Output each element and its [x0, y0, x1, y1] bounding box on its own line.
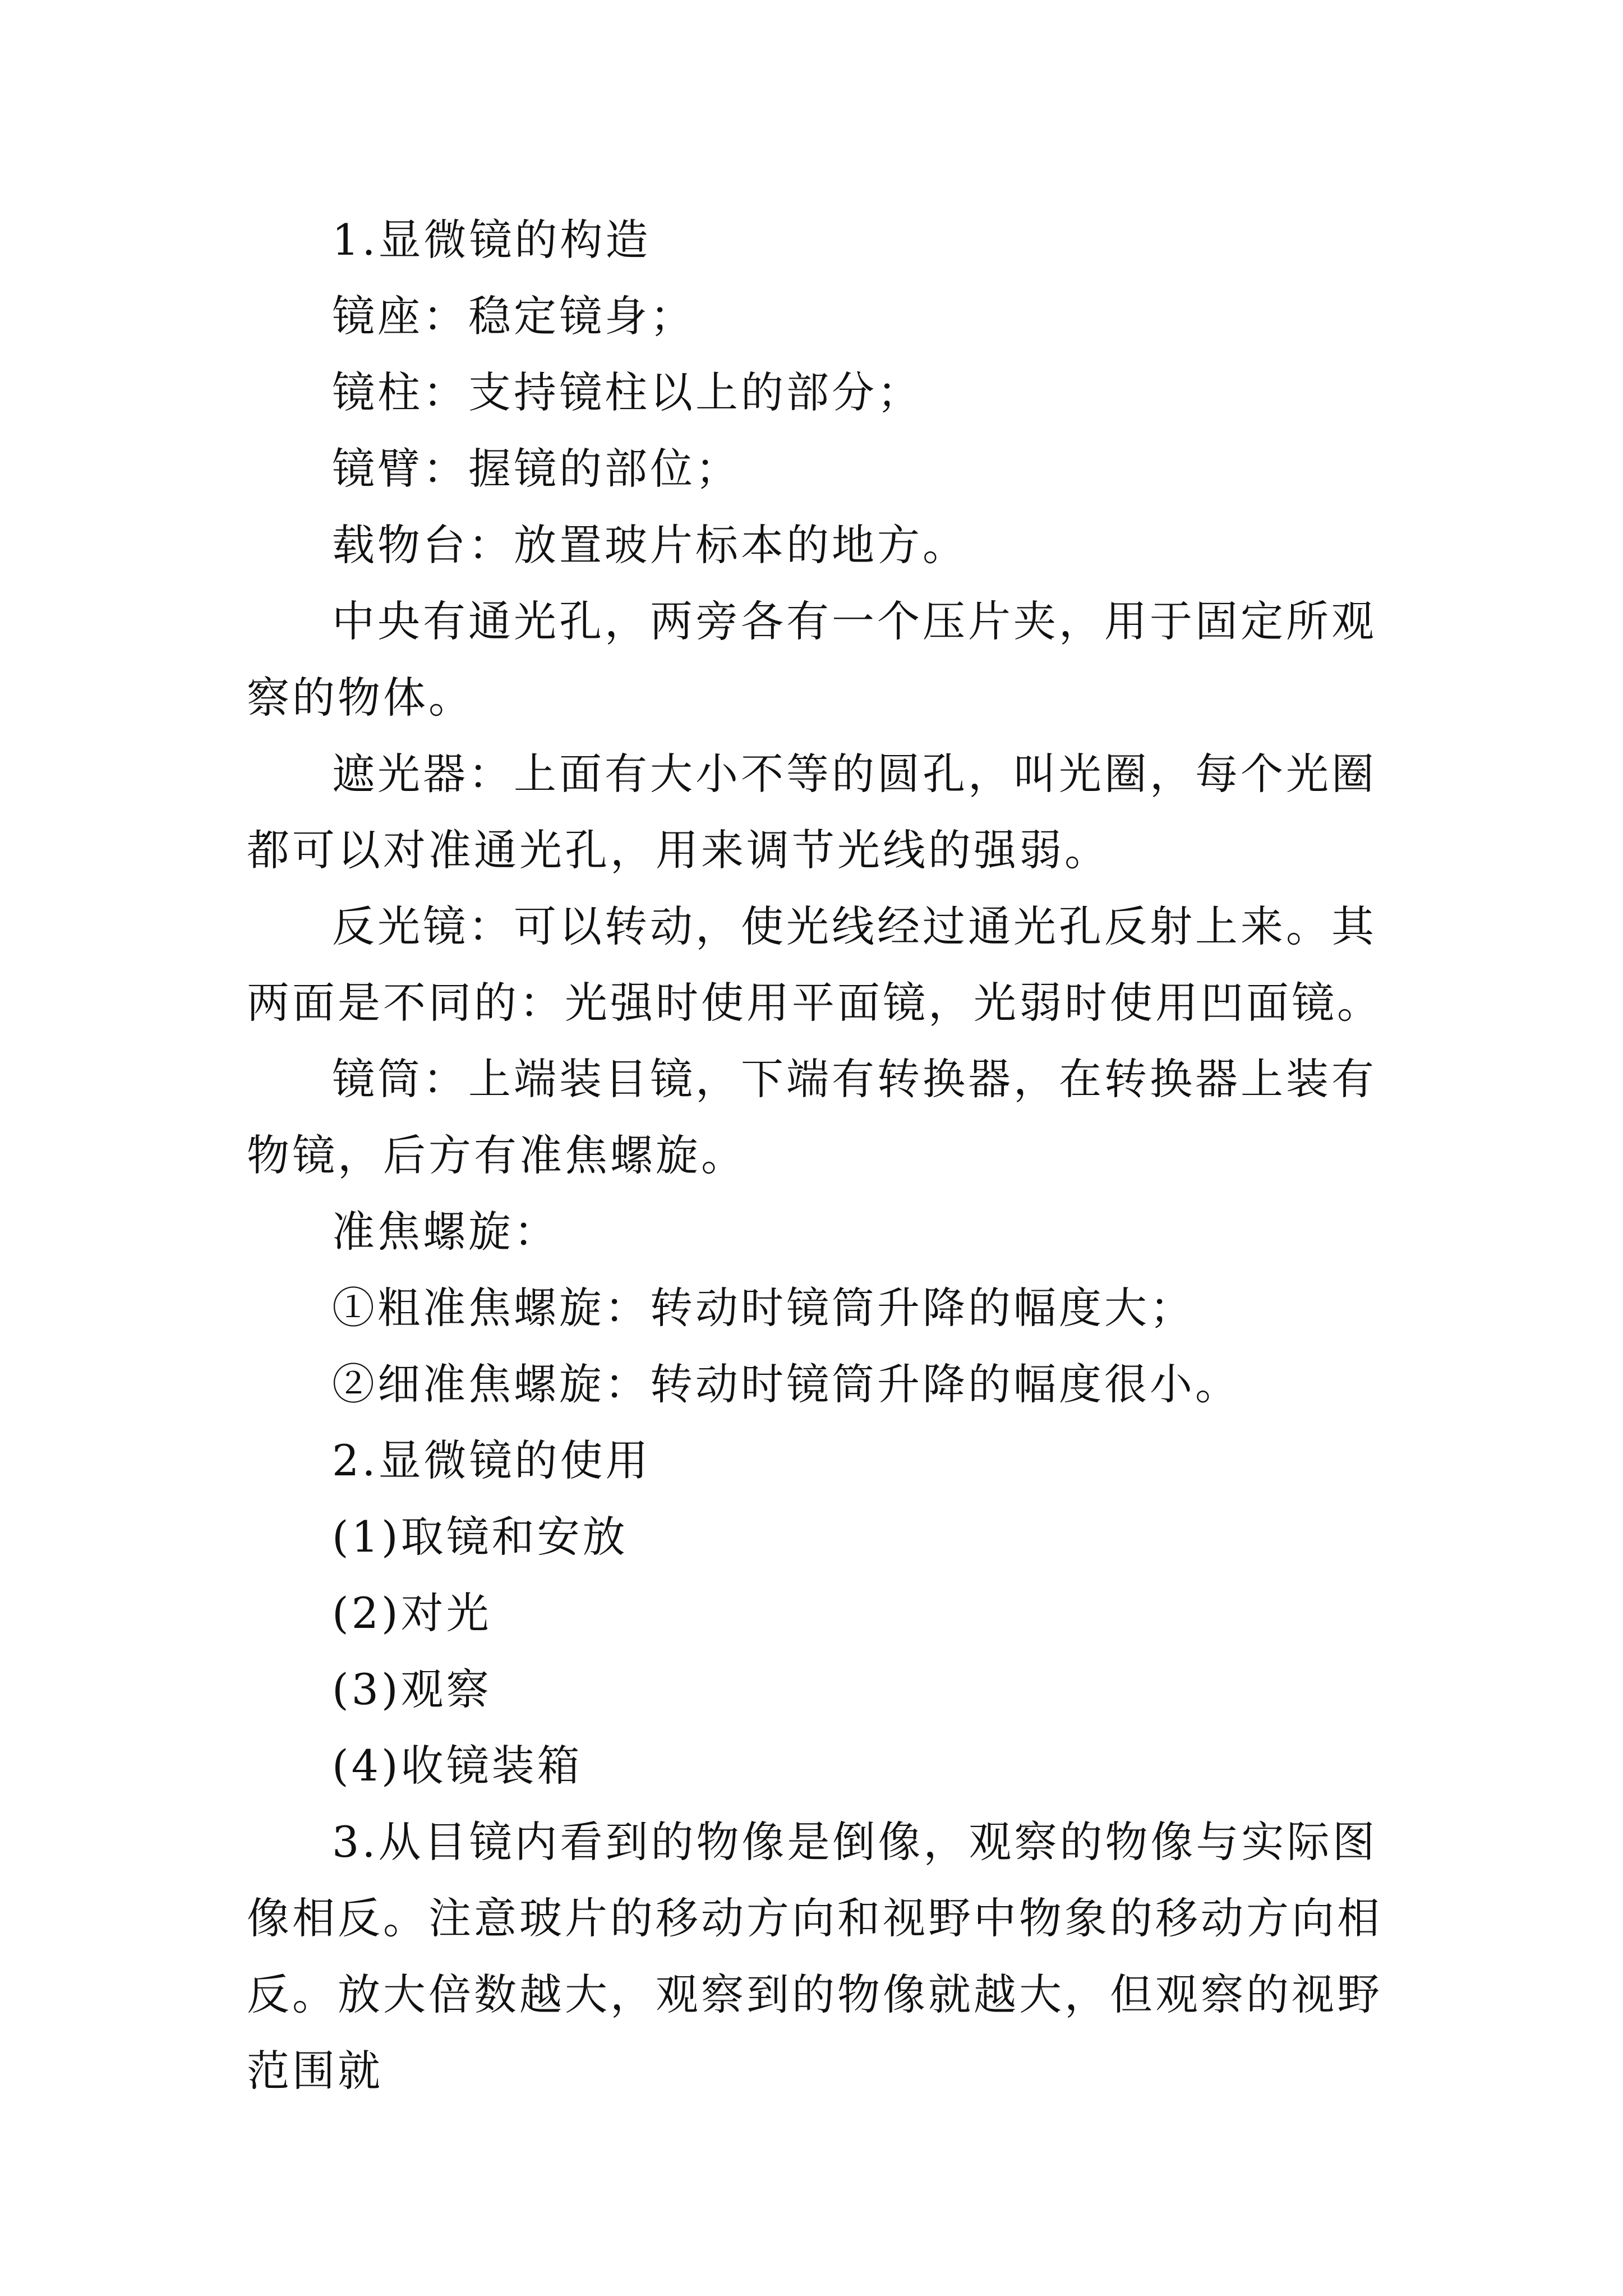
- paragraph-tube: 镜筒：上端装目镜，下端有转换器，在转换器上装有物镜，后方有准焦螺旋。: [247, 1054, 1377, 1180]
- list-item: (2)对光: [332, 1588, 492, 1638]
- paragraph-image-orientation: 3.从目镜内看到的物像是倒像，观察的物像与实际图像相反。注意玻片的移动方向和视野中物象的移动方向相反。放大倍数越大，观察到的物像就越大，但观察的视野范围就: [247, 1817, 1382, 2096]
- section-heading-structure: 1.显微镜的构造: [332, 215, 651, 265]
- document-body: [247, 202, 1391, 2109]
- paragraph-base: 镜座：稳定镜身；: [332, 291, 695, 341]
- paragraph-stage: 载物台：放置玻片标本的地方。: [332, 520, 968, 570]
- paragraph-mirror: 反光镜：可以转动，使光线经过通光孔反射上来。其两面是不同的：光强时使用平面镜，光弱时使用凹面镜。: [247, 901, 1382, 1028]
- list-item: (1)取镜和安放: [332, 1512, 628, 1562]
- paragraph-stage-detail: 中央有通光孔，两旁各有一个压片夹，用于固定所观察的物体。: [247, 596, 1377, 723]
- list-item: (3)观察: [332, 1664, 492, 1714]
- list-item: (4)收镜装箱: [332, 1741, 583, 1791]
- paragraph-focus-knob: 准焦螺旋：: [332, 1207, 559, 1257]
- paragraph-coarse-focus: ①粗准焦螺旋：转动时镜筒升降的幅度大；: [332, 1283, 1195, 1333]
- paragraph-fine-focus: ②细准焦螺旋：转动时镜筒升降的幅度很小。: [332, 1359, 1241, 1409]
- paragraph-pillar: 镜柱：支持镜柱以上的部分；: [332, 367, 923, 417]
- section-heading-usage: 2.显微镜的使用: [332, 1435, 651, 1485]
- paragraph-arm: 镜臂：握镜的部位；: [332, 444, 741, 494]
- paragraph-diaphragm: 遮光器：上面有大小不等的圆孔，叫光圈，每个光圈都可以对准通光孔，用来调节光线的强弱。: [247, 749, 1377, 875]
